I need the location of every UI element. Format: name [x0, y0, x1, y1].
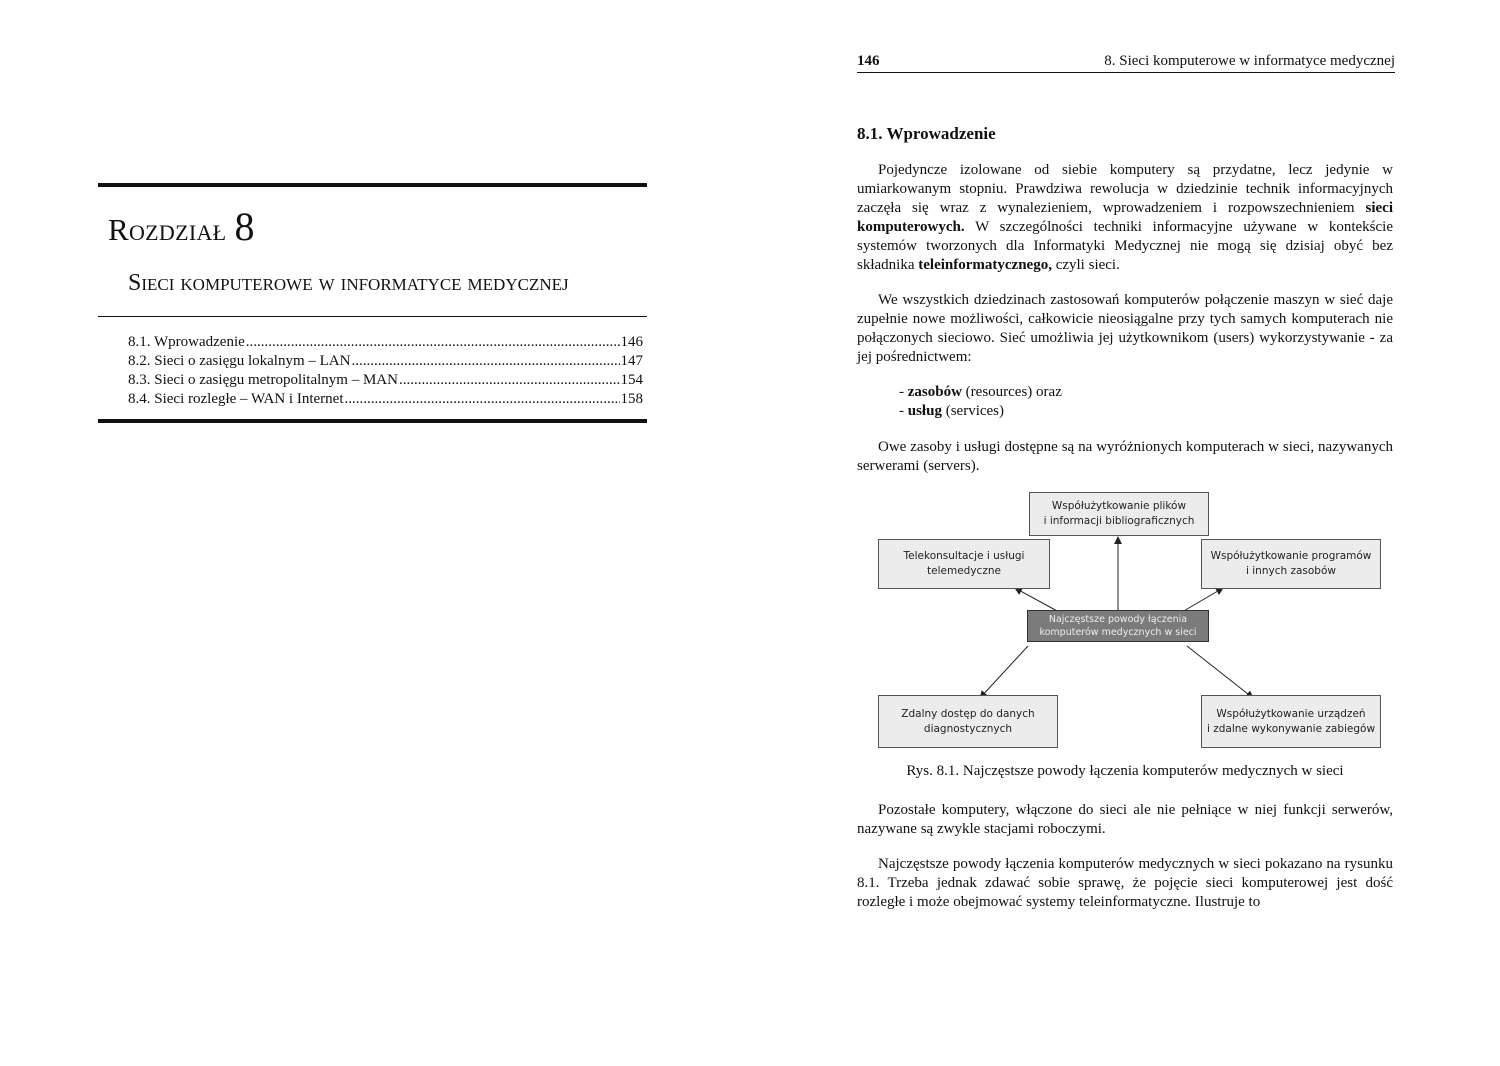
chapter-label-text: Rozdział — [108, 212, 227, 247]
toc-entry-page: 147 — [620, 353, 643, 369]
arrow-left-top — [1015, 588, 1059, 612]
diagram-box-left-top: Telekonsultacje i usługi telemedyczne — [878, 539, 1050, 589]
arrow-right-top — [1182, 588, 1223, 612]
arrow-right-bottom — [1187, 646, 1253, 698]
toc-entry-page: 154 — [620, 372, 643, 388]
diagram-box-left-bottom: Zdalny dostęp do danych diagnostycznych — [878, 695, 1058, 748]
bottom-rule — [98, 419, 647, 423]
paragraph-4: Pozostałe komputery, włączone do sieci ale nie pełniące w niej funkcji serwerów, nazywane są zwykle stacjami roboczymi. — [857, 802, 1393, 837]
toc-entry-title: 8.1. Wprowadzenie — [128, 334, 245, 350]
top-rule — [98, 183, 647, 187]
paragraph-1: Pojedyncze izolowane od siebie komputery są przydatne, lecz jedynie w umiarkowanym stopniu. Prawdziwa rewolucja w dziedzinie technik informacyjnych zaczęła się wraz z wynalezieniem, wprowadzeniem i rozpowszechnieniem sieci komputerowych. W szczególności techniki informacyjne używane w kontekście systemów tworzonych dla Informatyki Medycznej nie mogą się dzisiaj obyć bez składnika teleinformatycznego, czyli sieci. — [857, 162, 1393, 273]
chapter-title-block — [98, 183, 647, 423]
list-item: - usług (services) — [899, 403, 1005, 419]
toc-entry-title: 8.3. Sieci o zasięgu metropolitalnym – MAN — [128, 372, 398, 388]
chapter-title: Sieci komputerowe w informatyce medycznej — [128, 270, 569, 296]
toc-entry[interactable] — [128, 352, 643, 371]
paragraph-2: We wszystkich dziedzinach zastosowań komputerów połączenie maszyn w sieć daje zupełnie nowe możliwości, całkowicie nieosiągalne przy tych samych komputerach nie połączonych sieciowo. Sieć umożliwia jej użytkownikom (users) wykorzystywanie - za jej pośrednictwem: — [857, 292, 1393, 365]
paragraph-3: Owe zasoby i usługi dostępne są na wyróżnionych komputerach w sieci, nazywanych serwerami (servers). — [857, 439, 1393, 474]
running-title: 8. Sieci komputerowe w informatyce medycznej — [1104, 53, 1395, 69]
chapter-number: 8 — [234, 204, 255, 249]
figure-diagram — [857, 492, 1393, 754]
arrow-left-bottom — [980, 646, 1028, 698]
paragraph-5: Najczęstsze powody łączenia komputerów medycznych w sieci pokazano na rysunku 8.1. Trzeba jednak zdawać sobie sprawę, że pojęcie sieci komputerowej jest dość rozległe i może obejmować systemy teleinformatyczne. Ilustruje to — [857, 856, 1393, 910]
toc-entry[interactable] — [128, 371, 643, 390]
bold-term: teleinformatycznego, — [918, 257, 1052, 273]
diagram-box-right-top: Współużytkowanie programów i innych zasobów — [1201, 539, 1381, 589]
toc-entry-page: 146 — [620, 334, 643, 350]
table-of-contents — [128, 333, 643, 409]
right-page — [750, 0, 1500, 1066]
chapter-label — [108, 205, 647, 252]
figure-caption: Rys. 8.1. Najczęstsze powody łączenia komputerów medycznych w sieci — [906, 763, 1344, 779]
diagram-box-center: Najczęstsze powody łączenia komputerów medycznych w sieci — [1027, 610, 1209, 642]
toc-entry-title: 8.4. Sieci rozległe – WAN i Internet — [128, 391, 344, 407]
bold-term: sieci komputerowych. — [857, 200, 1393, 235]
page-number: 146 — [857, 53, 880, 69]
diagram-box-right-bottom: Współużytkowanie urządzeń i zdalne wykonywanie zabiegów — [1201, 695, 1381, 748]
toc-entry-page: 158 — [620, 391, 643, 407]
resource-list — [899, 383, 1393, 421]
toc-entry-title: 8.2. Sieci o zasięgu lokalnym – LAN — [128, 353, 351, 369]
toc-entry[interactable] — [128, 390, 643, 409]
running-header — [857, 53, 1395, 73]
toc-entry[interactable] — [128, 333, 643, 352]
section-heading: 8.1. Wprowadzenie — [857, 124, 996, 143]
middle-rule — [98, 316, 647, 317]
page-content — [857, 124, 1393, 928]
diagram-box-top: Współużytkowanie plików i informacji bibliograficznych — [1029, 492, 1209, 536]
list-item: - zasobów (resources) oraz — [899, 384, 1062, 400]
